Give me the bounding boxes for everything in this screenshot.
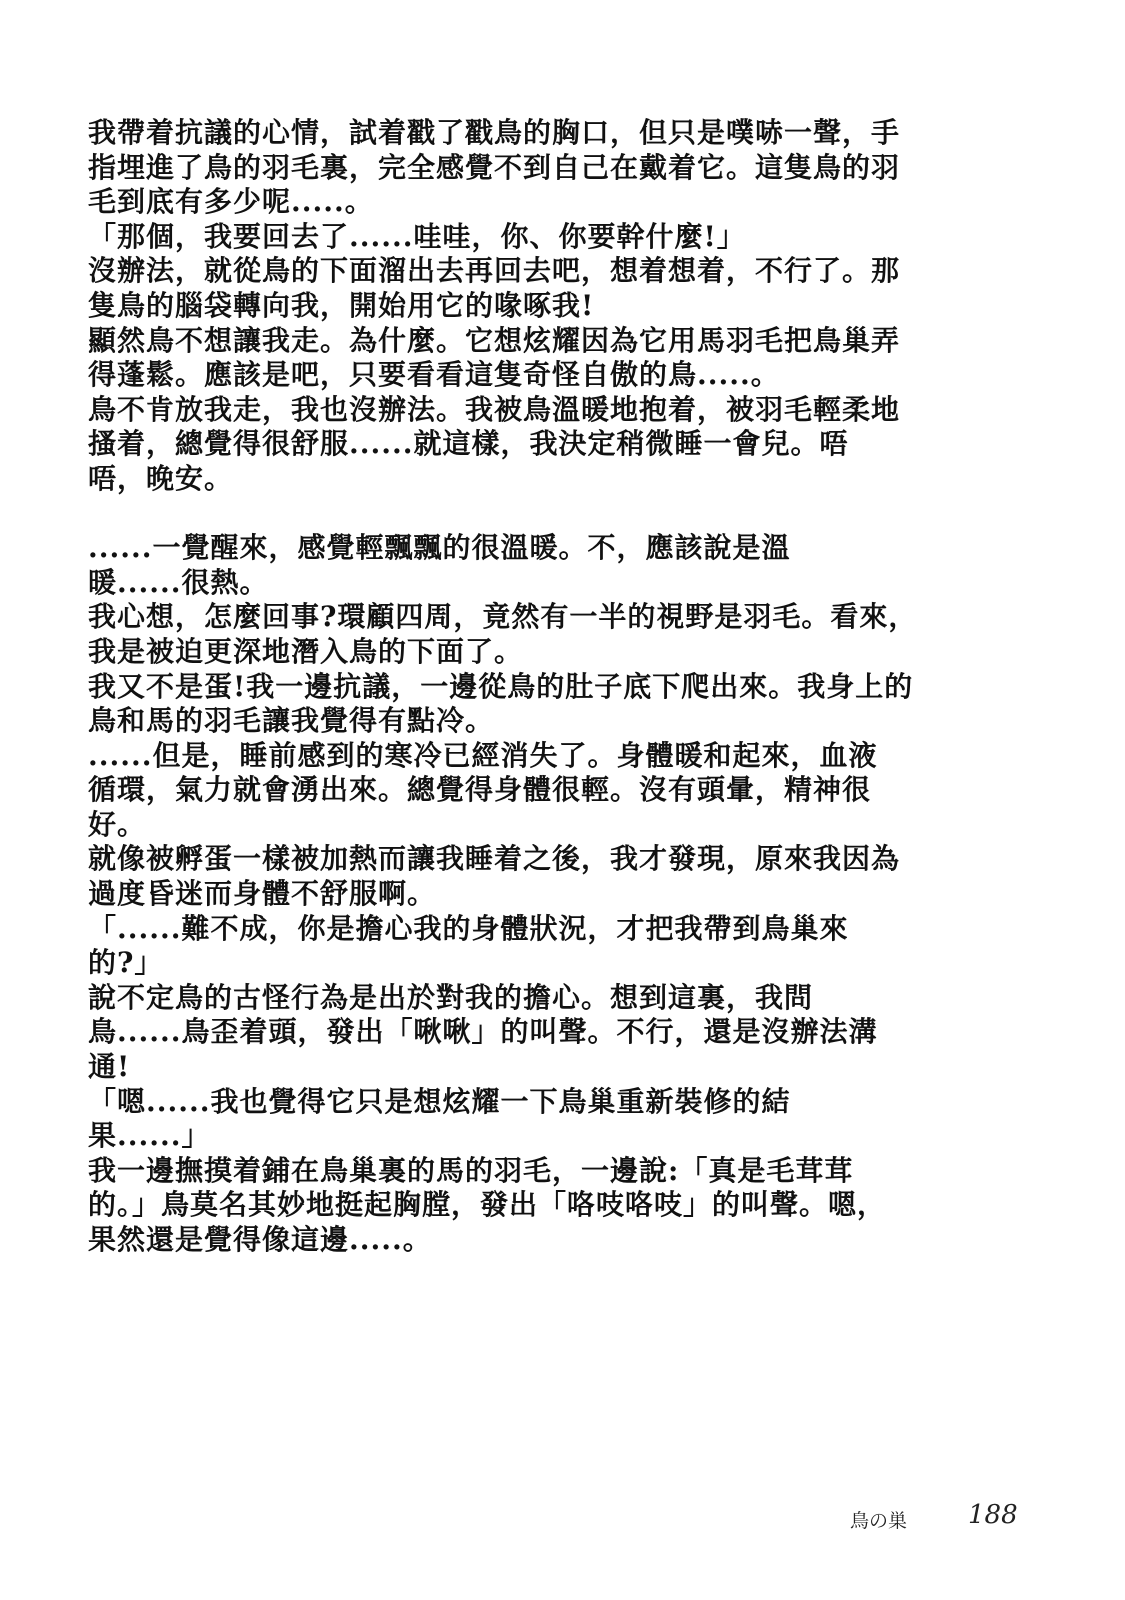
paragraph [88, 1085, 1048, 1154]
paragraph [88, 739, 1048, 843]
text-line: 說不定鳥的古怪行為是出於對我的擔心。想到這裏，我問 [88, 980, 814, 1014]
text-line: 循環，氣力就會湧出來。總覺得身體很輕。沒有頭暈，精神很 [88, 773, 872, 807]
paragraph [88, 670, 1048, 739]
text-line: 指埋進了鳥的羽毛裏，完全感覺不到自己在戴着它。這隻鳥的羽 [88, 150, 901, 184]
page-footer [850, 1500, 1050, 1540]
text-line: 通! [88, 1050, 131, 1084]
text-line: ......一覺醒來，感覺輕飄飄的很溫暖。不，應該說是溫 [88, 531, 791, 565]
paragraph [88, 600, 1048, 669]
text-line: ......但是，睡前感到的寒冷已經消失了。身體暖和起來，血液 [88, 738, 878, 772]
text-line: 的。」鳥莫名其妙地挺起胸膛，發出「咯吱咯吱」的叫聲。嗯， [88, 1188, 887, 1222]
page-number: 188 [968, 1500, 1018, 1530]
paragraph [88, 116, 1048, 220]
body-text [88, 116, 1048, 1258]
text-line: 我一邊撫摸着鋪在鳥巢裏的馬的羽毛，一邊說:「真是毛茸茸 [88, 1153, 854, 1187]
text-line: 鳥......鳥歪着頭，發出「啾啾」的叫聲。不行，還是沒辦法溝 [88, 1015, 878, 1049]
text-line: 鳥和馬的羽毛讓我覺得有點冷。 [88, 704, 495, 738]
paragraph [88, 324, 1048, 393]
paragraph [88, 842, 1048, 911]
text-line: 毛到底有多少呢.....。 [88, 185, 374, 219]
footer-title: 鳥の巣 [850, 1510, 908, 1532]
text-line: 暖......很熱。 [88, 565, 269, 599]
text-line: 鳥不肯放我走，我也沒辦法。我被鳥溫暖地抱着，被羽毛輕柔地 [88, 392, 901, 426]
text-line: 的?」 [88, 946, 164, 980]
text-line: 我心想，怎麼回事?環顧四周，竟然有一半的視野是羽毛。看來， [88, 600, 918, 634]
paragraph [88, 393, 1048, 497]
text-line: 我是被迫更深地潛入鳥的下面了。 [88, 634, 524, 668]
text-line: 沒辦法，就從鳥的下面溜出去再回去吧，想着想着，不行了。那 [88, 254, 901, 288]
text-line: 顯然鳥不想讓我走。為什麼。它想炫耀因為它用馬羽毛把鳥巢弄 [88, 323, 901, 357]
text-line: 我又不是蛋!我一邊抗議，一邊從鳥的肚子底下爬出來。我身上的 [88, 669, 914, 703]
text-line: 搔着，總覺得很舒服......就這樣，我決定稍微睡一會兒。唔 [88, 427, 849, 461]
text-line: 好。 [88, 807, 147, 841]
paragraph [88, 254, 1048, 323]
text-line: 唔，晚安。 [88, 461, 234, 495]
text-line: 得蓬鬆。應該是吧，只要看看這隻奇怪自傲的鳥.....。 [88, 358, 780, 392]
paragraph [88, 1154, 1048, 1258]
text-line: 我帶着抗議的心情，試着戳了戳鳥的胸口，但只是噗哧一聲，手 [88, 116, 901, 149]
paragraph [88, 912, 1048, 981]
text-line: 果......」 [88, 1119, 211, 1153]
text-line: 隻鳥的腦袋轉向我，開始用它的喙啄我! [88, 288, 595, 322]
text-line: 果然還是覺得像這邊.....。 [88, 1223, 432, 1256]
text-line: 就像被孵蛋一樣被加熱而讓我睡着之後，我才發現，原來我因為 [88, 842, 901, 876]
paragraph [88, 531, 1048, 600]
text-line: 「......難不成，你是擔心我的身體狀況，才把我帶到鳥巢來 [88, 911, 849, 945]
text-line: 過度昏迷而身體不舒服啊。 [88, 877, 437, 911]
text-line: 「嗯......我也覺得它只是想炫耀一下鳥巢重新裝修的結 [88, 1084, 791, 1118]
paragraph [88, 220, 1048, 255]
paragraph [88, 981, 1048, 1085]
paragraph-break [88, 497, 1048, 532]
text-line: 「那個，我要回去了......哇哇，你、你要幹什麼!」 [88, 219, 746, 253]
